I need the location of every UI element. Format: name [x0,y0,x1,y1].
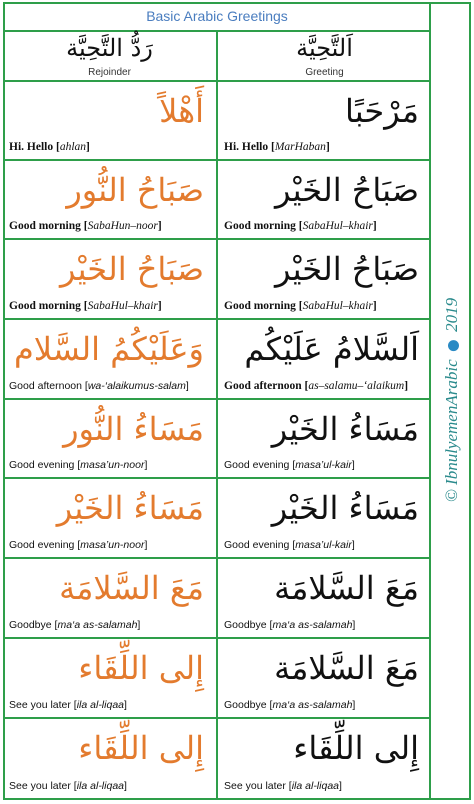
greeting-arabic: إِلى اللِّقَاء [293,729,419,767]
greeting-cell [217,320,431,398]
bracket-open: [ [270,141,275,153]
greeting-cell [217,479,431,557]
bracket-close: ] [124,699,127,711]
bracket-close: ] [351,459,355,471]
rejoinder-transliteration: wa-‘alaikumus-salam [87,380,186,392]
greeting-arabic: مَرْحَبًا [345,92,419,130]
bracket-open: [ [298,220,303,232]
bracket-close: ] [86,141,90,153]
rejoinder-arabic: إِلى اللِّقَاء [78,649,204,687]
greeting-english [224,219,427,234]
greeting-arabic: مَعَ السَّلامَة [274,649,419,687]
bracket-close: ] [339,780,342,792]
brand-name: IbnulyemenArabic [442,359,461,485]
rejoinder-meaning: Good evening [9,539,78,551]
bracket-open: [ [77,459,81,471]
rejoinder-transliteration: ila al-liqaa [76,699,124,711]
greeting-transliteration: SabaHul–khair [302,220,373,232]
table-row [3,637,431,717]
greeting-arabic: اَلسَّلامُ عَلَيْكُم [244,330,419,368]
bracket-open: [ [269,619,273,631]
rejoinder-meaning: Goodbye [9,619,55,631]
greeting-meaning: Good morning [224,300,299,312]
greeting-english [224,299,427,314]
rejoinder-english [9,698,212,713]
rejoinder-cell [3,559,217,637]
greeting-english [224,458,427,473]
bracket-close: ] [157,300,162,312]
rejoinder-english [9,379,212,394]
greeting-arabic: مَسَاءُ الخَيْر [271,410,419,448]
bracket-close: ] [144,459,148,471]
greeting-english [224,698,427,713]
rejoinder-transliteration: ma‘a as-salamah [57,619,138,631]
greeting-meaning: Good evening [224,459,293,471]
header-greeting [217,32,431,80]
header-rejoinder-label: Rejoinder [88,67,131,78]
greeting-transliteration: ma‘a as-salamah [272,619,353,631]
rejoinder-transliteration: ila al-liqaa [76,780,124,792]
page-title: Basic Arabic Greetings [146,8,288,24]
rejoinder-cell [3,400,217,477]
greeting-cell [217,559,431,637]
greeting-meaning: Goodbye [224,619,270,631]
bracket-open: [ [73,699,77,711]
greeting-cell [217,82,431,159]
greeting-arabic: مَعَ السَّلامَة [274,569,419,607]
greeting-meaning: Hi. Hello [224,141,271,153]
bracket-open: [ [292,539,296,551]
rejoinder-meaning: Good morning [9,300,84,312]
greeting-english [224,379,427,394]
table-row [3,318,431,398]
rejoinder-arabic: وَعَلَيْكُمُ السَّلام [13,330,204,368]
rejoinder-cell [3,161,217,238]
rejoinder-meaning: See you later [9,780,74,792]
rejoinder-cell [3,240,217,318]
rejoinder-arabic: أَهْلاً [159,92,204,130]
table-row [3,238,431,318]
bracket-open: [ [298,300,303,312]
credit-year: 2019 [442,297,461,332]
greeting-transliteration: SabaHul–khair [302,300,373,312]
bracket-close: ] [404,380,409,392]
greeting-meaning: See you later [224,780,289,792]
greeting-english [224,618,427,633]
bracket-open: [ [269,699,273,711]
rejoinder-transliteration: SabaHul–khair [87,300,158,312]
greeting-meaning: Good morning [224,220,299,232]
greeting-transliteration: ma‘a as-salamah [272,699,353,711]
greeting-cell [217,400,431,477]
rejoinder-english [9,458,212,473]
greeting-cell [217,161,431,238]
table-row [3,717,431,798]
bracket-close: ] [352,699,356,711]
bracket-open: [ [84,380,88,392]
bracket-open: [ [83,300,88,312]
rejoinder-meaning: Hi. Hello [9,141,56,153]
globe-icon [448,340,459,351]
rejoinder-cell [3,639,217,717]
rejoinder-cell [3,719,217,798]
rejoinder-cell [3,320,217,398]
rejoinder-transliteration: SabaHun–noor [87,220,158,232]
rejoinder-english [9,618,212,633]
bracket-close: ] [157,220,162,232]
greeting-arabic: مَسَاءُ الخَيْر [271,489,419,527]
header-rejoinder-arabic: رَدُّ التَّحِيَّة [66,34,153,62]
table-row [3,477,431,557]
greeting-english [224,779,427,794]
bracket-open: [ [288,780,292,792]
copyright-symbol: © [442,489,461,503]
bracket-close: ] [351,539,355,551]
rejoinder-arabic: إِلى اللِّقَاء [78,729,204,767]
rejoinder-english [9,140,212,155]
header-greeting-arabic: اَلتَّحِيَّة [296,34,353,62]
greeting-meaning: Goodbye [224,699,270,711]
bracket-open: [ [304,380,309,392]
rejoinder-transliteration: masa’un-noor [80,539,145,551]
bracket-close: ] [372,220,377,232]
rejoinder-arabic: صَبَاحُ الخَيْر [59,250,204,288]
bracket-open: [ [54,619,58,631]
greeting-transliteration: as–salamu–‘alaikum [308,380,405,392]
bracket-close: ] [352,619,356,631]
rejoinder-meaning: Good morning [9,220,84,232]
bracket-close: ] [185,380,189,392]
rejoinder-english [9,219,212,234]
rejoinder-english [9,779,212,794]
bracket-open: [ [77,539,81,551]
rejoinder-cell [3,82,217,159]
greeting-transliteration: MarHaban [274,141,326,153]
bracket-open: [ [83,220,88,232]
greeting-cell [217,240,431,318]
rejoinder-transliteration: ahlan [59,141,87,153]
greeting-arabic: صَبَاحُ الخَيْر [274,250,419,288]
greeting-english [224,538,427,553]
bracket-open: [ [73,780,77,792]
rejoinder-cell [3,479,217,557]
greeting-arabic: صَبَاحُ الخَيْر [274,171,419,209]
bracket-close: ] [325,141,330,153]
header-rejoinder [3,32,217,80]
greeting-transliteration: masa’ul-kair [295,539,352,551]
bracket-close: ] [124,780,127,792]
greeting-cell [217,719,431,798]
table-row [3,398,431,477]
bracket-open: [ [55,141,60,153]
rejoinder-meaning: Good afternoon [9,380,85,392]
header-row [3,30,431,80]
rejoinder-meaning: See you later [9,699,74,711]
rejoinder-meaning: Good evening [9,459,78,471]
greeting-meaning: Good afternoon [224,380,305,392]
greeting-transliteration: ila al-liqaa [291,780,339,792]
table-row [3,557,431,637]
rejoinder-arabic: مَعَ السَّلامَة [59,569,204,607]
bracket-open: [ [292,459,296,471]
table-row [3,159,431,238]
bracket-close: ] [372,300,377,312]
greeting-english [224,140,427,155]
side-credit [442,298,462,502]
table-row [3,80,431,159]
greeting-meaning: Good evening [224,539,293,551]
bracket-close: ] [144,539,148,551]
rejoinder-english [9,538,212,553]
rejoinder-arabic: مَسَاءُ النُّور [63,410,204,448]
rejoinder-transliteration: masa’un-noor [80,459,145,471]
rejoinder-arabic: صَبَاحُ النُّور [66,171,204,209]
greeting-transliteration: masa’ul-kair [295,459,352,471]
bracket-close: ] [137,619,141,631]
header-greeting-label: Greeting [305,67,344,78]
rejoinder-arabic: مَسَاءُ الخَيْر [56,489,204,527]
greeting-cell [217,639,431,717]
rejoinder-english [9,299,212,314]
